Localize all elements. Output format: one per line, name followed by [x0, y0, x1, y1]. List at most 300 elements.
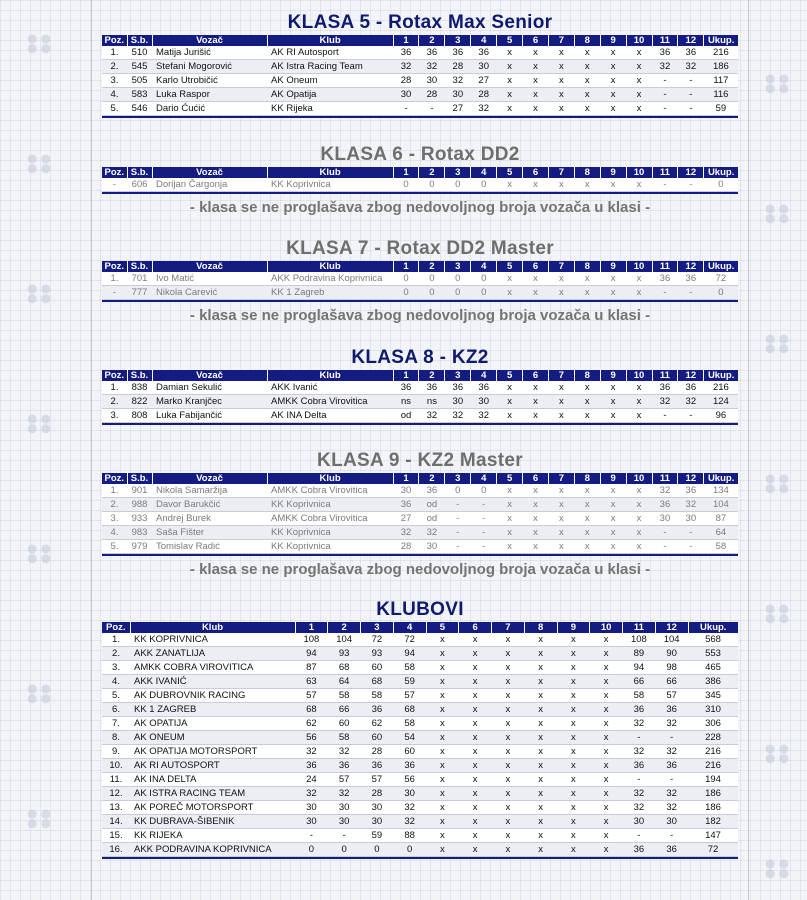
table-row [102, 484, 738, 498]
watermark-logo-icon [760, 740, 794, 766]
round-points-cell: 94 [295, 647, 328, 661]
round-points-cell: 60 [328, 717, 361, 731]
column-header-start-number: S.b. [127, 167, 152, 178]
round-points-cell: 0 [393, 178, 419, 192]
position-cell: 1. [102, 272, 127, 286]
column-header-start-number: S.b. [127, 35, 152, 46]
table-row [102, 74, 738, 88]
round-points-cell: 30 [419, 540, 445, 554]
total-points-cell: 58 [704, 540, 738, 554]
round-points-cell: x [492, 759, 525, 773]
column-header-round: 10 [626, 261, 652, 272]
round-points-cell: - [655, 773, 688, 787]
round-points-cell: x [626, 102, 652, 116]
round-points-cell: 58 [393, 661, 426, 675]
round-points-cell: x [600, 286, 626, 300]
round-points-cell: - [652, 178, 678, 192]
round-points-cell: x [557, 703, 590, 717]
round-points-cell: x [626, 178, 652, 192]
round-points-cell: - [678, 286, 704, 300]
club-name-cell: KK Koprivnica [267, 178, 393, 192]
round-points-cell: x [600, 484, 626, 498]
column-header-round: 2 [419, 473, 445, 484]
round-points-cell: - [678, 409, 704, 423]
round-points-cell: 0 [445, 484, 471, 498]
round-points-cell: - [328, 829, 361, 843]
watermark-logo-icon [760, 600, 794, 626]
round-points-cell: x [590, 717, 623, 731]
position-cell: 2. [102, 647, 130, 661]
start-number-cell: 777 [127, 286, 152, 300]
column-header-round: 10 [626, 473, 652, 484]
round-points-cell: x [459, 829, 492, 843]
section-divider [102, 857, 738, 859]
round-points-cell: 58 [361, 689, 394, 703]
club-name-cell: KK RIJEKA [130, 829, 295, 843]
class-title: KLASA 5 - Rotax Max Senior [287, 12, 553, 33]
table-row [102, 843, 738, 857]
section-divider [102, 192, 738, 194]
table-row [102, 102, 738, 116]
round-points-cell: - [295, 829, 328, 843]
round-points-cell: x [497, 381, 523, 395]
round-points-cell: x [590, 675, 623, 689]
round-points-cell: x [574, 74, 600, 88]
round-points-cell: 36 [471, 46, 497, 60]
table-row [102, 395, 738, 409]
round-points-cell: 32 [445, 409, 471, 423]
round-points-cell: 32 [328, 745, 361, 759]
position-cell: 3. [102, 74, 127, 88]
position-cell: 2. [102, 395, 127, 409]
round-points-cell: x [459, 787, 492, 801]
round-points-cell: x [548, 526, 574, 540]
not-awarded-notice: - klasa se ne proglašava zbog nedovoljnog broja vozača u klasi - [189, 307, 651, 324]
position-cell: 1. [102, 46, 127, 60]
round-points-cell: 30 [623, 815, 656, 829]
round-points-cell: 36 [393, 498, 419, 512]
round-points-cell: 32 [419, 526, 445, 540]
round-points-cell: x [459, 717, 492, 731]
column-header-position: Poz. [102, 622, 130, 633]
round-points-cell: x [426, 745, 459, 759]
column-header-round: 11 [652, 370, 678, 381]
round-points-cell: x [548, 60, 574, 74]
round-points-cell: 36 [652, 381, 678, 395]
club-name-cell: AK Istra Racing Team [267, 60, 393, 74]
round-points-cell: x [524, 675, 557, 689]
round-points-cell: x [523, 102, 549, 116]
column-header-round: 10 [626, 167, 652, 178]
round-points-cell: 72 [393, 633, 426, 647]
round-points-cell: 57 [393, 689, 426, 703]
total-points-cell: 117 [704, 74, 738, 88]
column-header-round: 5 [497, 473, 523, 484]
round-points-cell: x [600, 88, 626, 102]
round-points-cell: 27 [471, 74, 497, 88]
driver-name-cell: Luka Raspor [152, 88, 267, 102]
round-points-cell: 0 [445, 272, 471, 286]
column-header-total: Ukup. [704, 261, 738, 272]
round-points-cell: - [678, 102, 704, 116]
round-points-cell: x [492, 787, 525, 801]
column-header-round: 6 [523, 167, 549, 178]
round-points-cell: x [548, 178, 574, 192]
table-row [102, 829, 738, 843]
column-header-round: 2 [328, 622, 361, 633]
column-header-round: 1 [393, 167, 419, 178]
column-header-round: 5 [426, 622, 459, 633]
round-points-cell: 56 [393, 773, 426, 787]
column-header-round: 12 [655, 622, 688, 633]
round-points-cell: x [548, 409, 574, 423]
round-points-cell: x [459, 689, 492, 703]
round-points-cell: x [626, 286, 652, 300]
column-header-round: 8 [574, 370, 600, 381]
column-header-round: 12 [678, 473, 704, 484]
start-number-cell: 505 [127, 74, 152, 88]
round-points-cell: 32 [623, 787, 656, 801]
round-points-cell: 32 [471, 409, 497, 423]
section-divider [102, 423, 738, 425]
start-number-cell: 988 [127, 498, 152, 512]
column-header-round: 9 [600, 370, 626, 381]
round-points-cell: 0 [419, 286, 445, 300]
round-points-cell: 60 [361, 661, 394, 675]
round-points-cell: x [426, 661, 459, 675]
round-points-cell: 36 [623, 843, 656, 857]
round-points-cell: x [590, 633, 623, 647]
total-points-cell: 553 [688, 647, 738, 661]
section-divider [102, 300, 738, 302]
position-cell: 15. [102, 829, 130, 843]
round-points-cell: 32 [678, 60, 704, 74]
table-row [102, 46, 738, 60]
round-points-cell: 30 [295, 801, 328, 815]
round-points-cell: 36 [678, 484, 704, 498]
round-points-cell: 36 [445, 381, 471, 395]
round-points-cell: x [497, 272, 523, 286]
table-row [102, 661, 738, 675]
round-points-cell: x [626, 395, 652, 409]
start-number-cell: 701 [127, 272, 152, 286]
round-points-cell: x [557, 787, 590, 801]
position-cell: 5. [102, 540, 127, 554]
watermark-logo-icon [22, 410, 56, 436]
total-points-cell: 216 [704, 46, 738, 60]
round-points-cell: x [626, 484, 652, 498]
round-points-cell: x [574, 46, 600, 60]
round-points-cell: x [574, 272, 600, 286]
club-name-cell: AMKK COBRA VIROVITICA [130, 661, 295, 675]
round-points-cell: x [590, 703, 623, 717]
round-points-cell: x [590, 759, 623, 773]
round-points-cell: 32 [419, 60, 445, 74]
round-points-cell: 36 [295, 759, 328, 773]
round-points-cell: 32 [652, 60, 678, 74]
club-name-cell: KK Koprivnica [267, 540, 393, 554]
total-points-cell: 87 [704, 512, 738, 526]
round-points-cell: x [426, 787, 459, 801]
round-points-cell: 24 [295, 773, 328, 787]
round-points-cell: 59 [393, 675, 426, 689]
column-header-round: 7 [548, 167, 574, 178]
club-name-cell: AK DUBROVNIK RACING [130, 689, 295, 703]
column-header-round: 1 [393, 35, 419, 46]
driver-name-cell: Tomislav Radić [152, 540, 267, 554]
round-points-cell: 32 [678, 395, 704, 409]
class-section [102, 237, 738, 327]
column-header-round: 8 [574, 261, 600, 272]
round-points-cell: 0 [445, 286, 471, 300]
round-points-cell: 28 [393, 74, 419, 88]
column-header-round: 3 [445, 473, 471, 484]
column-header-round: 6 [523, 473, 549, 484]
round-points-cell: x [492, 675, 525, 689]
round-points-cell: x [590, 661, 623, 675]
round-points-cell: 104 [655, 633, 688, 647]
round-points-cell: x [426, 703, 459, 717]
round-points-cell: - [678, 178, 704, 192]
round-points-cell: x [459, 843, 492, 857]
column-header-round: 11 [652, 35, 678, 46]
column-header-round: 12 [678, 261, 704, 272]
round-points-cell: x [574, 498, 600, 512]
club-name-cell: KK KOPRIVNICA [130, 633, 295, 647]
club-name-cell: AK POREČ MOTORSPORT [130, 801, 295, 815]
table-row [102, 526, 738, 540]
round-points-cell: 36 [328, 759, 361, 773]
class-standings-table [102, 35, 738, 116]
round-points-cell: x [459, 745, 492, 759]
driver-name-cell: Davor Barukčić [152, 498, 267, 512]
round-points-cell: x [459, 647, 492, 661]
table-row [102, 801, 738, 815]
round-points-cell: x [497, 88, 523, 102]
round-points-cell: x [557, 675, 590, 689]
clubs-section [102, 598, 738, 859]
round-points-cell: 57 [295, 689, 328, 703]
column-header-round: 2 [419, 35, 445, 46]
round-points-cell: - [471, 540, 497, 554]
club-name-cell: KK DUBRAVA-ŠIBENIK [130, 815, 295, 829]
table-row [102, 409, 738, 423]
round-points-cell: 94 [623, 661, 656, 675]
total-points-cell: 194 [688, 773, 738, 787]
round-points-cell: 36 [471, 381, 497, 395]
position-cell: 3. [102, 661, 130, 675]
round-points-cell: x [590, 815, 623, 829]
round-points-cell: 28 [361, 787, 394, 801]
table-row [102, 731, 738, 745]
round-points-cell: x [626, 60, 652, 74]
round-points-cell: 90 [655, 647, 688, 661]
table-row [102, 633, 738, 647]
total-points-cell: 216 [688, 759, 738, 773]
position-cell: 3. [102, 512, 127, 526]
column-header-driver: Vozač [152, 261, 267, 272]
column-header-round: 3 [445, 261, 471, 272]
round-points-cell: x [626, 272, 652, 286]
round-points-cell: x [590, 745, 623, 759]
total-points-cell: 0 [704, 178, 738, 192]
round-points-cell: x [600, 272, 626, 286]
round-points-cell: x [492, 801, 525, 815]
round-points-cell: x [492, 815, 525, 829]
round-points-cell: - [471, 498, 497, 512]
round-points-cell: x [557, 633, 590, 647]
round-points-cell: x [626, 540, 652, 554]
table-row [102, 381, 738, 395]
round-points-cell: x [626, 381, 652, 395]
not-awarded-notice: - klasa se ne proglašava zbog nedovoljnog broja vozača u klasi - [189, 199, 651, 216]
table-row [102, 286, 738, 300]
round-points-cell: 30 [295, 815, 328, 829]
watermark-logo-icon [760, 855, 794, 881]
round-points-cell: x [590, 787, 623, 801]
round-points-cell: x [600, 74, 626, 88]
column-header-round: 5 [497, 370, 523, 381]
column-header-round: 7 [548, 473, 574, 484]
column-header-round: 5 [497, 167, 523, 178]
column-header-round: 1 [393, 370, 419, 381]
column-header-position: Poz. [102, 261, 127, 272]
round-points-cell: 57 [328, 773, 361, 787]
round-points-cell: 36 [678, 272, 704, 286]
column-header-round: 12 [678, 370, 704, 381]
column-header-round: 11 [652, 473, 678, 484]
round-points-cell: x [426, 647, 459, 661]
column-header-club: Klub [267, 167, 393, 178]
round-points-cell: 36 [361, 703, 394, 717]
round-points-cell: 57 [361, 773, 394, 787]
column-header-round: 10 [590, 622, 623, 633]
table-header-row [102, 261, 738, 272]
column-header-round: 6 [459, 622, 492, 633]
column-header-round: 2 [419, 261, 445, 272]
column-header-driver: Vozač [152, 167, 267, 178]
round-points-cell: x [426, 731, 459, 745]
driver-name-cell: Dario Ćućić [152, 102, 267, 116]
position-cell: 1. [102, 633, 130, 647]
position-cell: 9. [102, 745, 130, 759]
round-points-cell: x [574, 381, 600, 395]
round-points-cell: 36 [393, 381, 419, 395]
round-points-cell: 63 [295, 675, 328, 689]
class-section [102, 449, 738, 581]
position-cell: 11. [102, 773, 130, 787]
round-points-cell: x [524, 801, 557, 815]
clubs-standings-table [102, 622, 738, 857]
round-points-cell: x [426, 829, 459, 843]
round-points-cell: x [426, 675, 459, 689]
club-name-cell: AKK Podravina Koprivnica [267, 272, 393, 286]
class-standings-table [102, 261, 738, 300]
round-points-cell: 36 [678, 381, 704, 395]
round-points-cell: x [492, 661, 525, 675]
round-points-cell: x [492, 829, 525, 843]
driver-name-cell: Damian Sekulić [152, 381, 267, 395]
round-points-cell: 32 [623, 717, 656, 731]
driver-name-cell: Nikola Samaržija [152, 484, 267, 498]
watermark-logo-icon [22, 540, 56, 566]
round-points-cell: x [523, 60, 549, 74]
round-points-cell: x [626, 88, 652, 102]
round-points-cell: 93 [361, 647, 394, 661]
round-points-cell: 30 [328, 815, 361, 829]
position-cell: - [102, 286, 127, 300]
round-points-cell: 0 [471, 484, 497, 498]
table-header-row [102, 35, 738, 46]
total-points-cell: 59 [704, 102, 738, 116]
round-points-cell: x [574, 540, 600, 554]
round-points-cell: x [426, 717, 459, 731]
position-cell: 13. [102, 801, 130, 815]
total-points-cell: 216 [688, 745, 738, 759]
round-points-cell: 62 [295, 717, 328, 731]
round-points-cell: 36 [652, 272, 678, 286]
column-header-driver: Vozač [152, 370, 267, 381]
class-section [102, 143, 738, 219]
round-points-cell: x [524, 745, 557, 759]
column-header-round: 2 [419, 167, 445, 178]
round-points-cell: 32 [655, 801, 688, 815]
round-points-cell: x [497, 102, 523, 116]
round-points-cell: x [574, 409, 600, 423]
club-name-cell: AMKK Cobra Virovitica [267, 484, 393, 498]
round-points-cell: 32 [445, 74, 471, 88]
round-points-cell: 89 [623, 647, 656, 661]
round-points-cell: x [497, 395, 523, 409]
column-header-round: 4 [471, 35, 497, 46]
column-header-round: 7 [548, 370, 574, 381]
round-points-cell: 30 [445, 395, 471, 409]
round-points-cell: x [524, 829, 557, 843]
total-points-cell: 216 [704, 381, 738, 395]
class-title: KLASA 9 - KZ2 Master [317, 450, 523, 471]
table-header-row [102, 167, 738, 178]
round-points-cell: x [548, 381, 574, 395]
round-points-cell: x [459, 675, 492, 689]
column-header-round: 6 [523, 261, 549, 272]
round-points-cell: x [557, 829, 590, 843]
club-name-cell: AMKK Cobra Virovitica [267, 395, 393, 409]
total-points-cell: 104 [704, 498, 738, 512]
round-points-cell: x [524, 703, 557, 717]
round-points-cell: x [492, 717, 525, 731]
round-points-cell: x [524, 843, 557, 857]
round-points-cell: x [459, 773, 492, 787]
watermark-logo-icon [22, 680, 56, 706]
round-points-cell: x [574, 512, 600, 526]
club-name-cell: AKK IVANIĆ [130, 675, 295, 689]
round-points-cell: x [497, 74, 523, 88]
total-points-cell: 0 [704, 286, 738, 300]
total-points-cell: 386 [688, 675, 738, 689]
round-points-cell: x [459, 661, 492, 675]
club-name-cell: AK RI AUTOSPORT [130, 759, 295, 773]
round-points-cell: 0 [328, 843, 361, 857]
round-points-cell: 32 [295, 787, 328, 801]
round-points-cell: x [557, 759, 590, 773]
round-points-cell: x [459, 731, 492, 745]
position-cell: 7. [102, 717, 130, 731]
round-points-cell: - [471, 512, 497, 526]
column-header-club: Klub [130, 622, 295, 633]
round-points-cell: 94 [393, 647, 426, 661]
round-points-cell: x [497, 540, 523, 554]
round-points-cell: 108 [623, 633, 656, 647]
